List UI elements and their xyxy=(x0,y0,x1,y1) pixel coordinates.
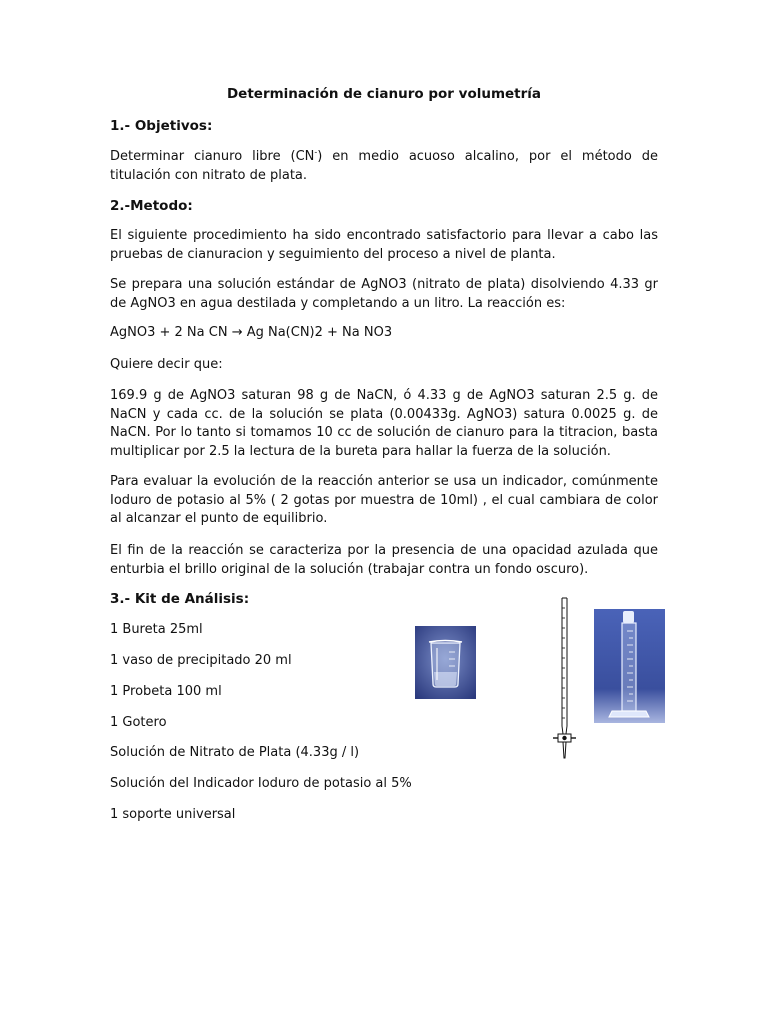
objetivos-text-start: Determinar cianuro libre (CN xyxy=(110,149,315,164)
kit-item: 1 vaso de precipitado 20 ml xyxy=(110,653,292,668)
objetivos-paragraph xyxy=(110,148,658,185)
kit-heading: 3.- Kit de Análisis: xyxy=(110,591,250,607)
metodo-paragraph-1: El siguiente procedimiento ha sido encontrado satisfactorio para llevar a cabo las pruebas de cianuracion y seguimiento del proceso a nivel de planta. xyxy=(110,228,658,262)
kit-item: 1 Probeta 100 ml xyxy=(110,684,222,699)
beaker-photo xyxy=(415,626,476,699)
metodo-heading: 2.-Metodo: xyxy=(110,198,193,214)
kit-item: 1 soporte universal xyxy=(110,807,236,822)
metodo-paragraph-2: Se prepara una solución estándar de AgNO3 (nitrato de plata) disolviendo 4.33 gr de AgNO3 en agua destilada y completando a un litro. La reacción es: xyxy=(110,277,658,311)
metodo-paragraph-6: El fin de la reacción se caracteriza por la presencia de una opacidad azulada que enturbia el brillo original de la solución (trabajar contra un fondo oscuro). xyxy=(110,543,658,577)
objetivos-heading: 1.- Objetivos: xyxy=(110,118,213,134)
cn-superscript: - xyxy=(314,147,318,157)
metodo-paragraph-4: 169.9 g de AgNO3 saturan 98 g de NaCN, ó 4.33 g de AgNO3 saturan 2.5 g. de NaCN y cada cc. de la solución se plata (0.00433g. AgNO3) satura 0.0025 g. de NaCN. Por lo tanto si tomamos 10 cc de solución de cianuro para la titracion, basta multiplicar por 2.5 la lectura de la bureta para hallar la fuerza de la solución. xyxy=(110,388,658,459)
reaction-equation: AgNO3 + 2 Na CN → Ag Na(CN)2 + Na NO3 xyxy=(110,325,393,340)
kit-item: 1 Gotero xyxy=(110,715,167,730)
kit-item: Solución del Indicador Ioduro de potasio al 5% xyxy=(110,776,412,791)
burette-drawing xyxy=(550,596,580,764)
kit-item: Solución de Nitrato de Plata (4.33g / l) xyxy=(110,745,360,760)
metodo-paragraph-3: Quiere decir que: xyxy=(110,357,223,372)
objetivos-text-end: ) en medio acuoso alcalino, por el método de titulación con nitrato de plata. xyxy=(110,149,658,183)
metodo-paragraph-5: Para evaluar la evolución de la reacción anterior se usa un indicador, comúnmente Ioduro de potasio al 5% ( 2 gotas por muestra de 10ml) , el cual cambiara de color al alcanzar el punto de equilibrio. xyxy=(110,474,658,526)
kit-item: 1 Bureta 25ml xyxy=(110,622,203,637)
document-title: Determinación de cianuro por volumetría xyxy=(226,86,542,102)
graduated-cylinder-photo xyxy=(594,609,665,723)
